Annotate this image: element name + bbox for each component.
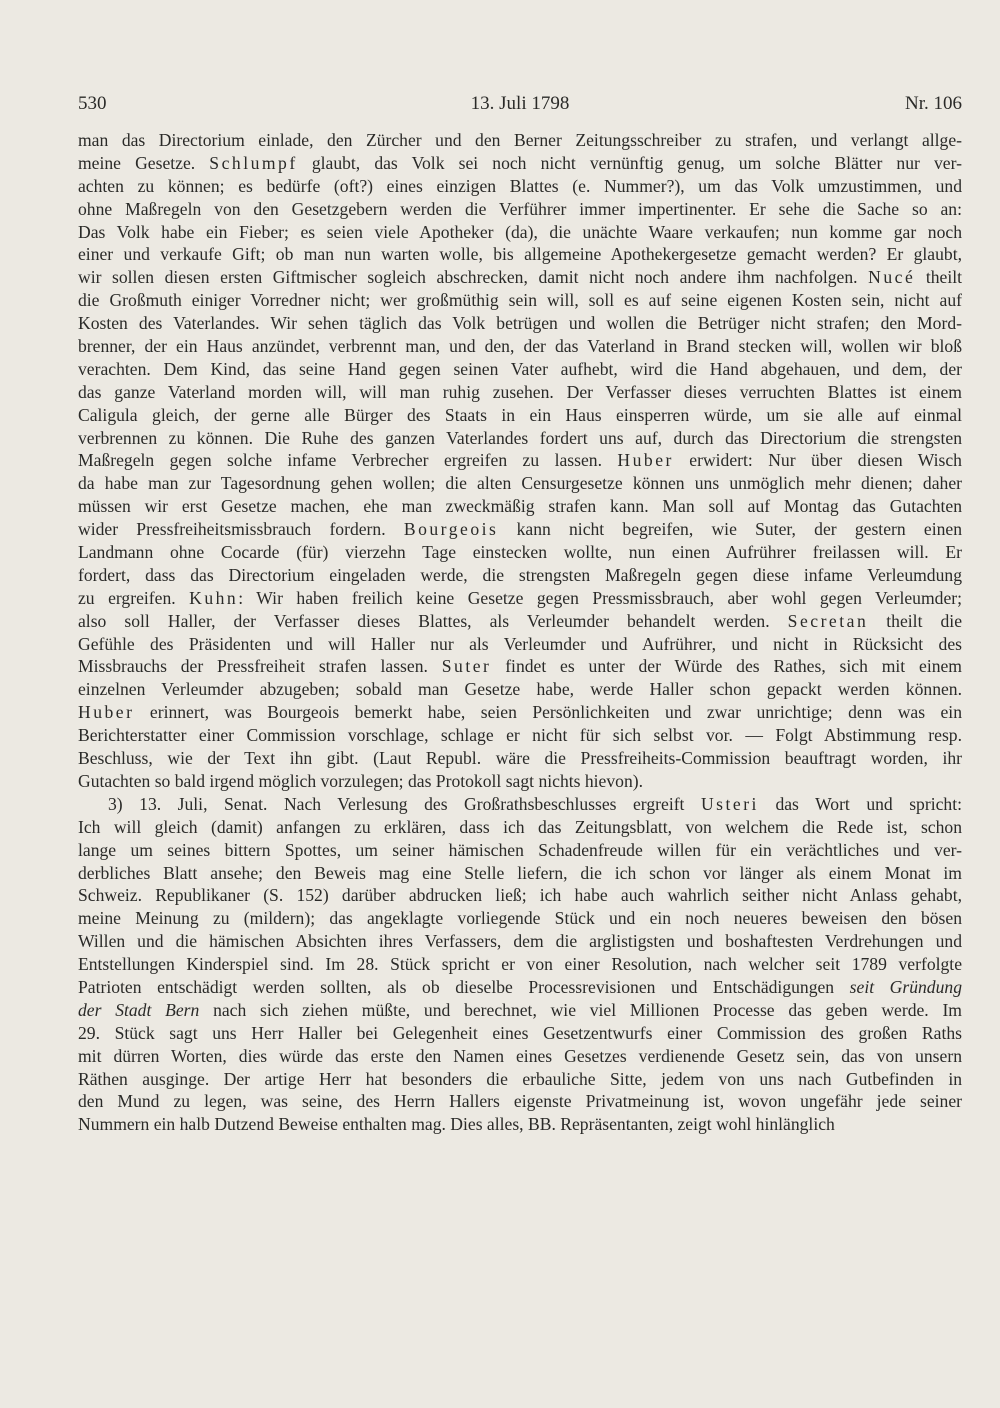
text-run: den Mund zu legen, was seine, des Herrn Hallers eigenste Privatmeinung ist, wovon ungefähr jede seiner: [78, 1091, 962, 1112]
text-run: verbrennen zu können. Die Ruhe des ganzen Vaterlandes fordert uns auf, durch das Directorium die strengsten: [78, 427, 962, 448]
text-run: das ganze Vaterland morden will, will man ruhig zusehen. Der Verfasser dieses verruchten Blattes ist einem: [78, 381, 962, 402]
text-line: [78, 724, 962, 747]
text-run: Berichterstatter einer Commission vorschlage, schlage er nicht für sich selbst vor. — Folgt Abstimmung resp.: [78, 725, 962, 746]
text-run: Patrioten entschädigt werden sollten, als ob dieselbe Processrevisionen und Entschädigungen: [78, 976, 850, 997]
text-line: [78, 816, 962, 839]
text-run: brenner, der ein Haus anzündet, verbrennt man, und den, der das Vaterland in Brand stecken will, wollen wir bloß: [78, 336, 962, 357]
text-run: da habe man zur Tagesordnung gehen wollen; die alten Censurgesetze können uns unmöglich mehr dienen; daher: [78, 473, 962, 494]
text-run: das Wort und spricht:: [758, 793, 962, 814]
text-run: Caligula gleich, der gerne alle Bürger des Staats in ein Haus einsperren würde, um sie alle auf einmal: [78, 404, 962, 425]
emphasis-text: der Stadt Bern: [78, 999, 200, 1020]
text-line: [78, 243, 962, 266]
text-line: [78, 999, 962, 1022]
text-line: [78, 587, 962, 610]
text-run: Räthen ausginge. Der artige Herr hat besonders die erbauliche Sitte, jedem von uns nach Gutbefinden in: [78, 1068, 962, 1089]
text-run: einzelnen Verleumder abzugeben; sobald man Gesetze habe, werde Haller schon gepackt werden können.: [78, 679, 962, 700]
text-run: 3) 13. Juli, Senat. Nach Verlesung des Großrathsbeschlusses ergreift: [108, 793, 701, 814]
text-run: theilt die: [868, 610, 962, 631]
text-line: [78, 770, 962, 793]
text-run: wir sollen diesen ersten Giftmischer sogleich abschrecken, damit nicht noch andere ihm nachfolgen.: [78, 267, 869, 288]
speaker-name: Kuhn: [189, 587, 239, 608]
text-line: [78, 358, 962, 381]
text-line: [78, 678, 962, 701]
text-run: fordert, dass das Directorium eingeladen werde, die strengsten Maßregeln gegen diese infame Verleumdung: [78, 564, 962, 585]
speaker-name: Usteri: [700, 793, 759, 814]
text-run: 29. Stück sagt uns Herr Haller bei Gelegenheit eines Gesetzentwurfs einer Commission des großen Raths: [78, 1022, 962, 1043]
text-line: [78, 266, 962, 289]
text-run: also soll Haller, der Verfasser dieses Blattes, als Verleumder behandelt werden.: [78, 610, 788, 631]
text-run: : Wir haben freilich keine Gesetze gegen Pressmissbrauch, aber wohl gegen Verleumder;: [238, 587, 963, 608]
text-line: [78, 129, 962, 152]
text-line: [78, 953, 962, 976]
text-line: [78, 610, 962, 633]
text-line: [78, 747, 962, 770]
text-run: meine Meinung zu (mildern); das angeklagte vorliegende Stück und ein noch neueres beweisen den bösen: [78, 908, 962, 929]
text-run: kann nicht begreifen, wie Suter, der gestern einen: [498, 519, 962, 540]
text-run: lange um seines bittern Spottes, um seiner hämischen Schadenfreude willen für ein verächtliches und ver-: [78, 839, 962, 860]
text-run: findet es unter der Würde des Rathes, sich mit einem: [491, 656, 962, 677]
text-run: meine Gesetze.: [78, 152, 210, 173]
text-run: Ich will gleich (damit) anfangen zu erklären, dass ich das Zeitungsblatt, von welchem die Rede ist, schon: [78, 816, 962, 837]
text-line: [78, 289, 962, 312]
text-run: einer und verkaufe Gift; ob man nun warten wolle, bis allgemeine Apothekergesetze gemacht werden? Er glaubt,: [78, 244, 962, 265]
speaker-name: Bourgeois: [403, 519, 499, 540]
text-line: [78, 655, 962, 678]
text-line: [78, 701, 962, 724]
text-run: ohne Maßregeln von den Gesetzgebern werden die Verführer immer impertinenter. Er sehe die Sache so an:: [78, 198, 962, 219]
text-line: [78, 312, 962, 335]
text-line: [78, 472, 962, 495]
text-run: man das Directorium einlade, den Zürcher und den Berner Zeitungsschreiber zu strafen, und verlangt allge-: [78, 130, 962, 150]
text-line: [78, 381, 962, 404]
text-run: nach sich ziehen müßte, und berechnet, wie viel Millionen Processe das geben werde. Im: [199, 999, 962, 1020]
text-run: die Großmuth einiger Vorredner nicht; wer großmüthig sein will, soll es auf seine eigenen Kosten sein, nicht auf: [78, 290, 962, 311]
text-run: erwidert: Nur über diesen Wisch: [673, 450, 962, 471]
text-run: Landmann ohne Cocarde (für) vierzehn Tage einstecken wollte, nun einen Aufrührer freilassen will. Er: [78, 542, 962, 563]
text-line: [78, 221, 962, 244]
speaker-name: Nucé: [868, 267, 916, 288]
text-run: Nummern ein halb Dutzend Beweise enthalten mag. Dies alles, BB. Repräsentanten, zeigt wohl hinlänglich: [78, 1114, 835, 1135]
text-run: Maßregeln gegen solche infame Verbrecher ergreifen zu lassen.: [78, 450, 618, 471]
text-run: Willen und die hämischen Absichten ihres Verfassers, dem die arglistigsten und boshaftesten Verdrehungen und: [78, 931, 962, 952]
text-run: glaubt, das Volk sei noch nicht vernünftig genug, um solche Blätter nur ver-: [297, 152, 962, 173]
text-line: [78, 564, 962, 587]
text-run: verachten. Dem Kind, das seine Hand gegen seinen Vater aufhebt, wird die Hand abgehauen, und dem, der: [78, 358, 962, 379]
text-line: [78, 335, 962, 358]
text-line: [78, 930, 962, 953]
text-run: erinnert, was Bourgeois bemerkt habe, seien Persönlichkeiten und zwar unrichtige; denn was ein: [134, 702, 962, 723]
text-run: wider Pressfreiheitsmissbrauch fordern.: [78, 519, 404, 540]
text-run: Beschluss, wie der Text ihn gibt. (Laut Republ. wäre die Pressfreiheits-Commission beauftragt worden, ihr: [78, 748, 962, 769]
text-run: Gefühle des Präsidenten und will Haller nur als Verleumder und Aufrührer, und nicht in Rücksicht des: [78, 633, 962, 654]
emphasis-text: seit Gründung: [849, 976, 962, 997]
text-line: [78, 1022, 962, 1045]
page-number: 530: [78, 93, 107, 114]
running-header: [78, 93, 962, 123]
speaker-name: Schlumpf: [209, 152, 298, 173]
text-run: müssen wir erst Gesetze machen, ehe man zweckmäßig strafen kann. Man soll auf Montag das Gutachten: [78, 496, 962, 517]
text-run: Gutachten so bald irgend möglich vorzulegen; das Protokoll sagt nichts hievon).: [78, 770, 644, 791]
text-run: theilt: [915, 267, 962, 288]
text-line: [78, 884, 962, 907]
text-line: [78, 495, 962, 518]
text-run: Entstellungen Kinderspiel sind. Im 28. Stück spricht er von einer Resolution, nach welcher seit 1789 verfolgte: [78, 954, 962, 975]
text-line: [78, 907, 962, 930]
text-line: [78, 449, 962, 472]
text-line: [78, 1090, 962, 1113]
text-line: [78, 1113, 962, 1136]
text-line: [78, 976, 962, 999]
speaker-name: Secretan: [787, 610, 869, 631]
text-line: [78, 175, 962, 198]
issue-number: Nr. 106: [905, 93, 962, 114]
text-run: Missbrauchs der Pressfreiheit strafen lassen.: [78, 656, 442, 677]
header-date: 13. Juli 1798: [470, 93, 570, 114]
text-line: [78, 862, 962, 885]
text-line: [78, 839, 962, 862]
text-run: zu ergreifen.: [78, 587, 190, 608]
speaker-name: Huber: [617, 450, 674, 471]
speaker-name: Huber: [78, 702, 135, 723]
text-line: [78, 1068, 962, 1091]
text-run: Kosten des Vaterlandes. Wir sehen täglich das Volk betrügen und wollen die Betrüger nicht strafen; den Mord-: [78, 313, 962, 334]
text-run: derbliches Blatt ansehe; den Beweis mag eine Stelle liefern, die ich schon vor länger als einem Monat im: [78, 862, 962, 883]
text-run: Das Volk habe ein Fieber; es seien viele Apotheker (da), die unächte Waare verkaufen; nun komme gar noch: [78, 221, 962, 242]
text-run: achten zu können; es bedürfe (oft?) eines einzigen Blattes (e. Nummer?), um das Volk umzustimmen, und: [78, 175, 962, 196]
text-line: [78, 152, 962, 175]
text-run: mit dürren Worten, dies würde das erste den Namen eines Gesetzes verdienende Gesetz sein, das von unsern: [78, 1045, 962, 1066]
text-line: [78, 427, 962, 450]
text-line: [78, 404, 962, 427]
text-line: [78, 541, 962, 564]
text-line: [78, 198, 962, 221]
speaker-name: Suter: [441, 656, 492, 677]
text-line: [78, 518, 962, 541]
text-line: [78, 633, 962, 656]
body-text: [78, 129, 962, 1136]
text-line: [78, 1045, 962, 1068]
text-run: Schweiz. Republikaner (S. 152) darüber abdrucken ließ; ich habe auch wahrlich seither nicht Anlass gehabt,: [78, 885, 962, 906]
text-line: [78, 793, 962, 816]
